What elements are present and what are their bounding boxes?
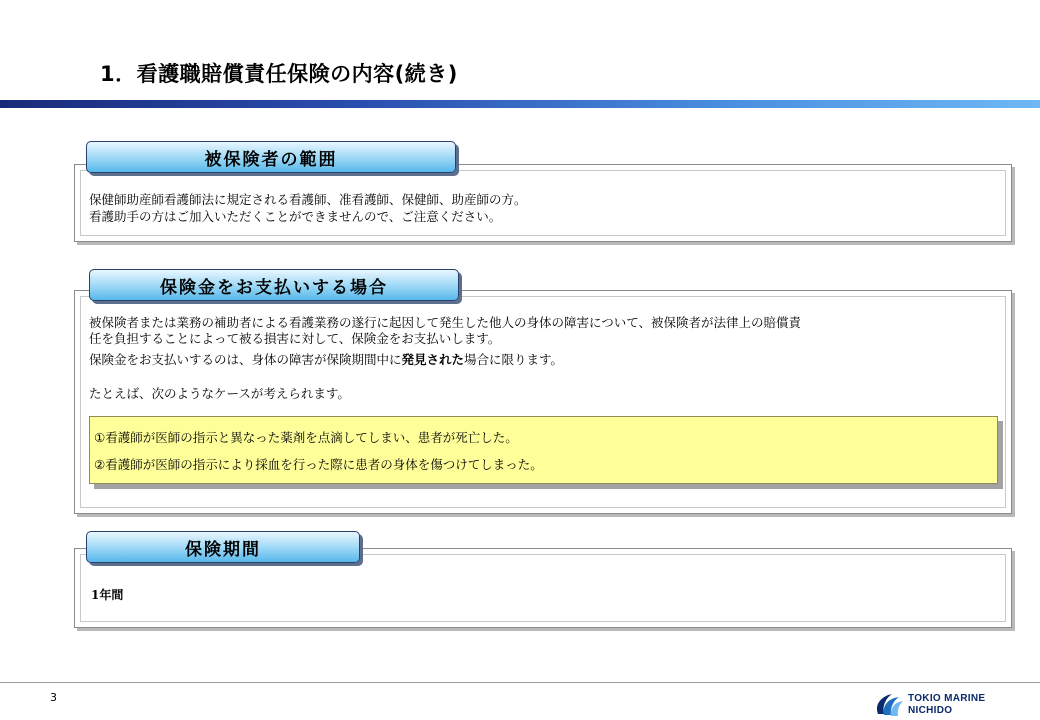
scope-text-line-1: 保健師助産師看護師法に規定される看護師、准看護師、保健師、助産師の方。 bbox=[89, 192, 527, 207]
scope-section-heading: 被保険者の範囲 bbox=[86, 141, 456, 173]
example-cases-box bbox=[89, 416, 998, 484]
payment-text-line-2: 任を負担することによって被る損害に対して、保険金をお支払いします。 bbox=[89, 331, 501, 346]
payment-condition-emphasis: 発見された bbox=[401, 352, 465, 367]
example-case-2: ②看護師が医師の指示により採血を行った際に患者の身体を傷つけてしまった。 bbox=[94, 457, 543, 472]
period-section-heading: 保険期間 bbox=[86, 531, 360, 563]
page-number: 3 bbox=[50, 691, 57, 704]
period-section-inner-border bbox=[80, 554, 1006, 622]
logo-text-line-2: NICHIDO bbox=[908, 705, 953, 716]
example-case-1: ①看護師が医師の指示と異なった薬剤を点滴してしまい、患者が死亡した。 bbox=[94, 430, 518, 445]
tokio-marine-nichido-logo bbox=[872, 690, 1012, 718]
payment-text-line-1: 被保険者または業務の補助者による看護業務の遂行に起因して発生した他人の身体の障害について、被保険者が法律上の賠償責 bbox=[89, 315, 802, 330]
payment-condition-before: 保険金をお支払いするのは、身体の障害が保険期間中に bbox=[89, 352, 402, 367]
logo-text-line-1: TOKIO MARINE bbox=[908, 693, 986, 704]
wave-emblem-icon bbox=[872, 690, 904, 718]
scope-text-line-2: 看護助手の方はご加入いただくことができませんので、ご注意ください。 bbox=[89, 209, 502, 224]
page-title: 1．看護職賠償責任保険の内容(続き) bbox=[100, 62, 458, 86]
payment-condition-text bbox=[89, 352, 563, 368]
payment-condition-after: 場合に限ります。 bbox=[464, 352, 564, 367]
payment-section-heading: 保険金をお支払いする場合 bbox=[89, 269, 459, 301]
title-gradient-rule bbox=[0, 100, 1040, 108]
footer-rule bbox=[0, 682, 1040, 683]
example-intro-text: たとえば、次のようなケースが考えられます。 bbox=[89, 386, 350, 401]
period-value: 1年間 bbox=[91, 588, 124, 602]
